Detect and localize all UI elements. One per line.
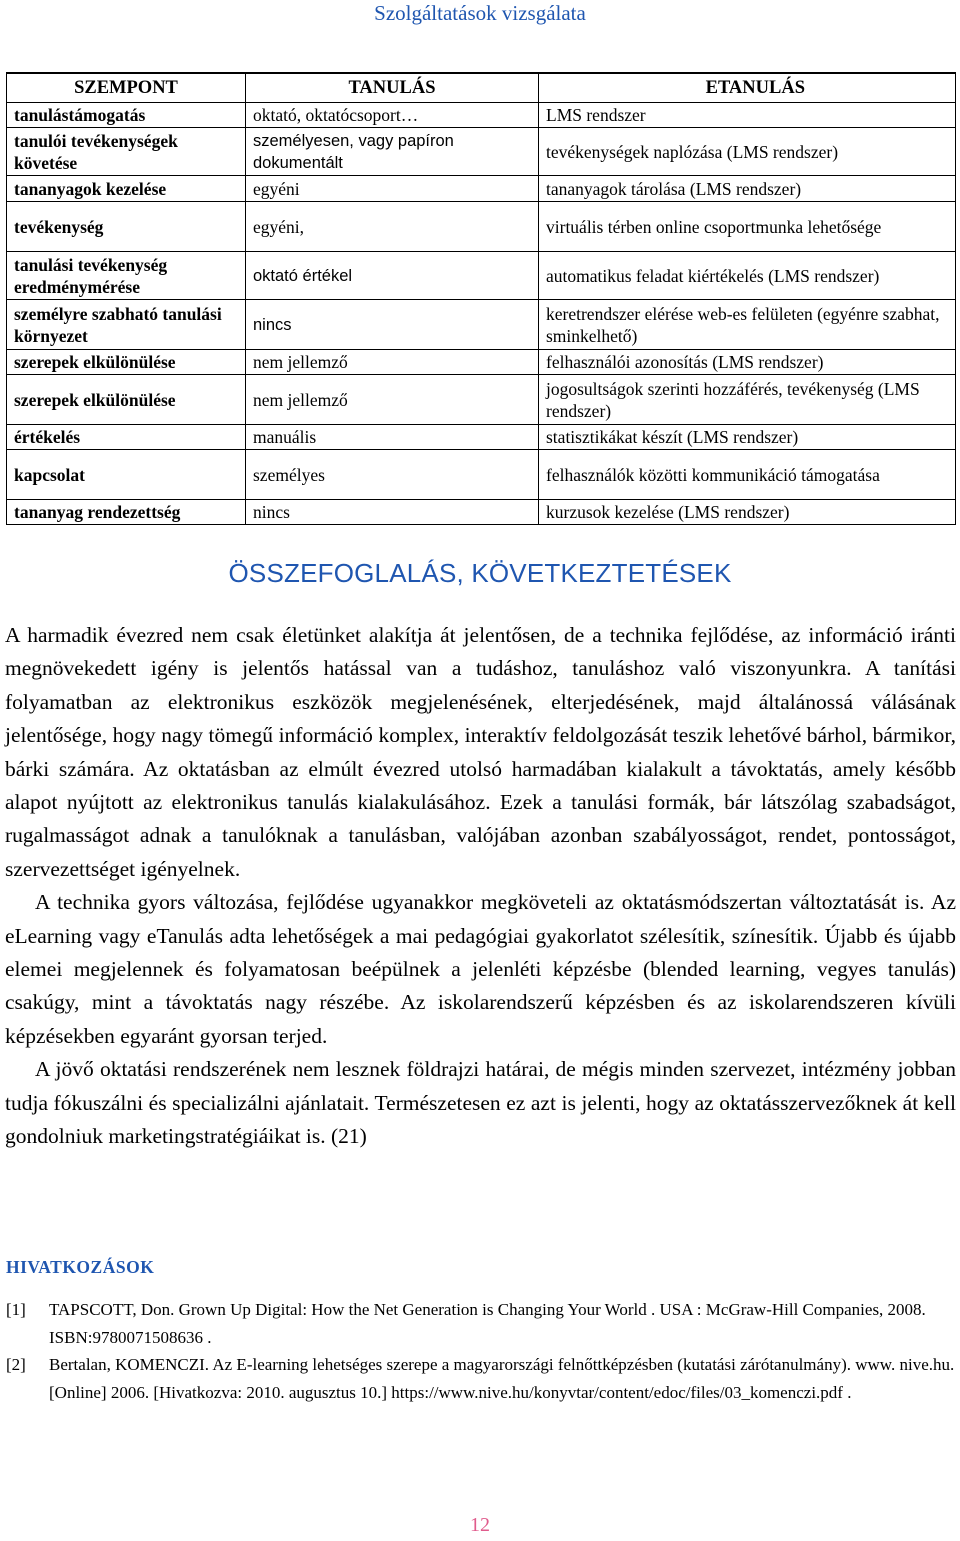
table-row bbox=[7, 500, 956, 525]
table-cell: nincs bbox=[246, 500, 539, 525]
table-cell: szerepek elkülönülése bbox=[7, 350, 246, 375]
table-row bbox=[7, 252, 956, 300]
table-cell: értékelés bbox=[7, 425, 246, 450]
comparison-table bbox=[6, 72, 956, 525]
table-cell: kapcsolat bbox=[7, 450, 246, 500]
table-cell: keretrendszer elérése web-es felületen (egyénre szabhat, sminkelhető) bbox=[539, 300, 956, 350]
reference-number: [1] bbox=[6, 1300, 26, 1319]
page-title: Szolgáltatások vizsgálata bbox=[374, 1, 586, 25]
table-row bbox=[7, 450, 956, 500]
table-cell: személyre szabható tanulási környezet bbox=[7, 300, 246, 350]
table-cell: tananyagok tárolása (LMS rendszer) bbox=[539, 176, 956, 202]
table-cell: nincs bbox=[246, 300, 539, 350]
paragraph: A technika gyors változása, fejlődése ugyanakkor megköveteli az oktatásmódszertan változtatását is. Az eLearning vagy eTanulás adta lehetőségek a mai pedagógiai gyakorlatot szélesítik, színesítik. Újabb és újabb elemei megjelennek és folyamatosan beépülnek a jelenléti képzésbe (blended learning, vegyes tanulás) csakúgy, mint a távoktatás nagy részébe. Az iskolarendszerű képzésben és az iskolarendszeren kívüli képzésekben egyaránt gyorsan terjed. bbox=[5, 890, 956, 1048]
section-heading: ÖSSZEFOGLALÁS, KÖVETKEZTETÉSEK bbox=[228, 558, 732, 588]
column-header: TANULÁS bbox=[246, 73, 539, 103]
references-list bbox=[6, 1296, 956, 1406]
paragraph: A harmadik évezred nem csak életünket alakítja át jelentősen, de a technika fejlődése, az információ iránti megnövekedett igény is jelentős hatással van a tudáshoz, tanuláshoz való viszonyunkra. A tanítási folyamatban az elektronikus eszközök megjelenésének, elterjedésének, majd általánossá válásának jelentősége, hogy nagy tömegű információ komplex, interaktív feldolgozását teszik lehetővé bárhol, bármikor, bárki számára. Az oktatásban az elmúlt évezred utolsó harmadában kialakult a távoktatás, amely később alapot nyújtott az elektronikus tanulás kialakulásához. Ezek a tanulási formák, bár látszólag szabadságot, rugalmasságot adnak a tanulóknak a tanulásban, valójában azonban szabályosságot, rendet, pontosságot, szervezettséget igényelnek. bbox=[5, 623, 956, 881]
table-cell: oktató, oktatócsoport… bbox=[246, 103, 539, 128]
table-row bbox=[7, 202, 956, 252]
table-cell: statisztikákat készít (LMS rendszer) bbox=[539, 425, 956, 450]
page-number: 12 bbox=[470, 1514, 490, 1536]
column-header: SZEMPONT bbox=[7, 73, 246, 103]
column-header: ETANULÁS bbox=[539, 73, 956, 103]
table-cell: felhasználói azonosítás (LMS rendszer) bbox=[539, 350, 956, 375]
reference-text: TAPSCOTT, Don. Grown Up Digital: How the Net Generation is Changing Your World . USA : McGraw-Hill Companies, 2008. ISBN:9780071508636 . bbox=[49, 1300, 926, 1347]
table-row bbox=[7, 128, 956, 176]
table-cell: automatikus feladat kiértékelés (LMS rendszer) bbox=[539, 252, 956, 300]
body-text bbox=[5, 619, 956, 1154]
table-cell: tevékenység bbox=[7, 202, 246, 252]
table-cell: nem jellemző bbox=[246, 375, 539, 425]
table-cell: tevékenységek naplózása (LMS rendszer) bbox=[539, 128, 956, 176]
paragraph: A jövő oktatási rendszerének nem lesznek földrajzi határai, de mégis minden szervezet, intézmény jobban tudja fókuszálni és specializálni ajánlatait. Természetesen ez azt is jelenti, hogy az oktatásszervezőknek át kell gondolniuk marketingstratégiáikat is. (21) bbox=[5, 1057, 956, 1149]
table-cell: tanulói tevékenységek követése bbox=[7, 128, 246, 176]
table-cell: felhasználók közötti kommunikáció támogatása bbox=[539, 450, 956, 500]
table-cell: egyéni bbox=[246, 176, 539, 202]
table-header-row bbox=[7, 73, 956, 103]
table-cell: személyesen, vagy papíron dokumentált bbox=[246, 128, 539, 176]
table-row bbox=[7, 300, 956, 350]
reference-item bbox=[6, 1351, 956, 1406]
table-cell: szerepek elkülönülése bbox=[7, 375, 246, 425]
table-cell: LMS rendszer bbox=[539, 103, 956, 128]
table-cell: manuális bbox=[246, 425, 539, 450]
reference-text: Bertalan, KOMENCZI. Az E-learning lehetséges szerepe a magyarországi felnőttképzésben (kutatási zárótanulmány). www. nive.hu. [Online] 2006. [Hivatkozva: 2010. augusztus 10.] https://www.nive.hu/konyvtar/content/edoc/files/03_komenczi.pdf . bbox=[49, 1355, 955, 1402]
table-cell: virtuális térben online csoportmunka lehetősége bbox=[539, 202, 956, 252]
table-cell: kurzusok kezelése (LMS rendszer) bbox=[539, 500, 956, 525]
table-row bbox=[7, 350, 956, 375]
table-row bbox=[7, 375, 956, 425]
table-row bbox=[7, 103, 956, 128]
table-cell: jogosultságok szerinti hozzáférés, tevékenység (LMS rendszer) bbox=[539, 375, 956, 425]
table-cell: tananyag rendezettség bbox=[7, 500, 246, 525]
table-cell: tananyagok kezelése bbox=[7, 176, 246, 202]
reference-item bbox=[6, 1296, 956, 1351]
reference-number: [2] bbox=[6, 1355, 26, 1374]
table-cell: tanulási tevékenység eredménymérése bbox=[7, 252, 246, 300]
table-cell: egyéni, bbox=[246, 202, 539, 252]
table-cell: tanulástámogatás bbox=[7, 103, 246, 128]
table-cell: nem jellemző bbox=[246, 350, 539, 375]
table-row bbox=[7, 425, 956, 450]
references-heading: HIVATKOZÁSOK bbox=[6, 1257, 155, 1277]
table-cell: személyes bbox=[246, 450, 539, 500]
table-row bbox=[7, 176, 956, 202]
table-cell: oktató értékel bbox=[246, 252, 539, 300]
